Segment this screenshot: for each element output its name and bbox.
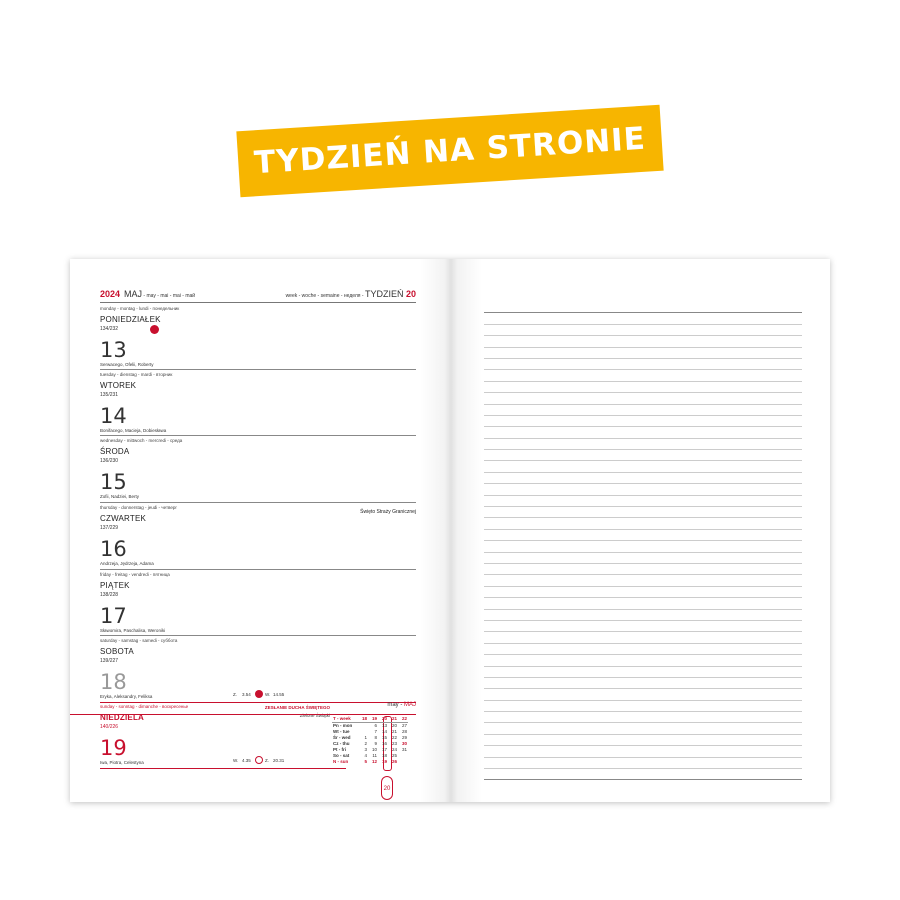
header-year: 2024 [100, 289, 121, 299]
day-of-year: 138/228 [100, 592, 119, 598]
day-of-year: 136/230 [100, 458, 119, 464]
sunset-time: 20.31 [273, 758, 285, 763]
day-tuesday [100, 370, 416, 436]
holiday-label: Święto Straży Granicznej [360, 509, 416, 515]
name-days: Serwacego, Ofelii, Roberty [100, 362, 154, 367]
mini-calendar-row: Pn - mon 6 13 20 27 [333, 722, 407, 728]
page-header [100, 289, 416, 303]
header-month: MAJ - may - mai - mai - maй [124, 289, 196, 299]
moon-icon [255, 690, 263, 698]
sunrise-time: 3.54 [242, 692, 251, 697]
holiday-main: ZESŁANIE DUCHA ŚWIĘTEGO [264, 705, 330, 710]
day-name: ŚRODA [100, 447, 130, 456]
sun-icon [255, 756, 263, 764]
day-sunday [100, 702, 346, 770]
day-translations: thursday - donnerstag - jeudi - четверг [100, 505, 178, 510]
day-number: 15 [100, 470, 127, 494]
day-of-year: 137/229 [100, 525, 119, 531]
title-banner [236, 105, 663, 197]
day-name: PONIEDZIAŁEK [100, 315, 161, 324]
day-thursday [100, 503, 416, 570]
sunrise-label: W. [233, 758, 239, 763]
name-days: Andrzeja, Jędrzeja, Adama [100, 561, 154, 566]
ruled-lines [484, 302, 802, 780]
day-of-year: 135/231 [100, 392, 119, 398]
header-week: week - woche - semaine - неделя - TYDZIEŃ 20 [285, 289, 416, 299]
day-translations: tuesday - dienstag - mardi - вторник [100, 372, 173, 377]
mini-calendar-row: Śr - wed 1 8 15 22 29 [333, 734, 407, 740]
mini-calendar-row: N - sun 5 12 19 26 [333, 758, 397, 764]
day-saturday [100, 636, 416, 702]
day-name: SOBOTA [100, 647, 134, 656]
sunrise-label: Z. [233, 692, 237, 697]
planner-spread [70, 259, 830, 802]
mini-calendar-header: T - week 18 19 20 21 22 [333, 716, 407, 722]
moon-label: W. [265, 692, 271, 697]
moon-phase-icon [150, 325, 159, 334]
day-name: WTOREK [100, 381, 137, 390]
day-number: 13 [100, 338, 127, 362]
banner-text: TYDZIEŃ NA STRONIE [253, 120, 647, 182]
name-days: Zofii, Nadziei, Berty [100, 494, 140, 499]
mini-calendar-row: Wt - tue 7 14 21 28 [333, 728, 407, 734]
name-days: Iwa, Piotra, Celestyna [100, 760, 144, 765]
day-translations: wednesday - mittwoch - mercredi - среда [100, 438, 183, 443]
day-name: NIEDZIELA [100, 713, 145, 722]
day-number: 16 [100, 537, 127, 561]
mini-calendar-row: So - sat 4 11 18 25 [333, 752, 397, 758]
name-days: Bonifacego, Macieja, Dobiesława [100, 428, 167, 433]
mini-calendar-title: may - MAJ [387, 702, 416, 708]
sunrise-time: 4.35 [242, 758, 251, 763]
day-of-year: 139/227 [100, 658, 119, 664]
sunday-holiday [250, 705, 330, 718]
week-tab[interactable]: 20 [381, 776, 393, 800]
day-friday [100, 570, 416, 636]
day-of-year: 134/232 [100, 326, 119, 332]
day-translations: sunday - sonntag - dimanche - воскресенье [100, 704, 189, 709]
day-wednesday [100, 436, 416, 503]
day-of-year: 140/226 [100, 724, 119, 730]
day-monday [100, 304, 416, 370]
sunset-label: Z. [265, 758, 269, 763]
name-days: Eryka, Aleksandry, Feliksa [100, 694, 153, 699]
right-page-notes [451, 259, 830, 802]
day-translations: friday - freitag - vendredi - пятница [100, 572, 170, 577]
day-number: 19 [100, 736, 127, 760]
day-number: 18 [100, 670, 127, 694]
name-days: Sławomira, Paschalisa, Weroniki [100, 628, 166, 633]
left-page [70, 259, 451, 802]
day-translations: saturday - samstag - samedi - суббота [100, 638, 178, 643]
mini-calendar-row: Pt - fri 3 10 17 24 31 [333, 746, 407, 752]
mini-calendar-row: Cz - thu 2 9 16 23 30 [333, 740, 407, 746]
day-number: 14 [100, 404, 127, 428]
day-name: CZWARTEK [100, 514, 147, 523]
holiday-sub: Zielone Świątki [299, 713, 330, 718]
day-name: PIĄTEK [100, 581, 130, 590]
day-translations: monday - montag - lundi - понедельник [100, 306, 180, 311]
mini-calendar-grid [332, 716, 408, 764]
moon-time: 14.55 [273, 692, 285, 697]
day-number: 17 [100, 604, 127, 628]
